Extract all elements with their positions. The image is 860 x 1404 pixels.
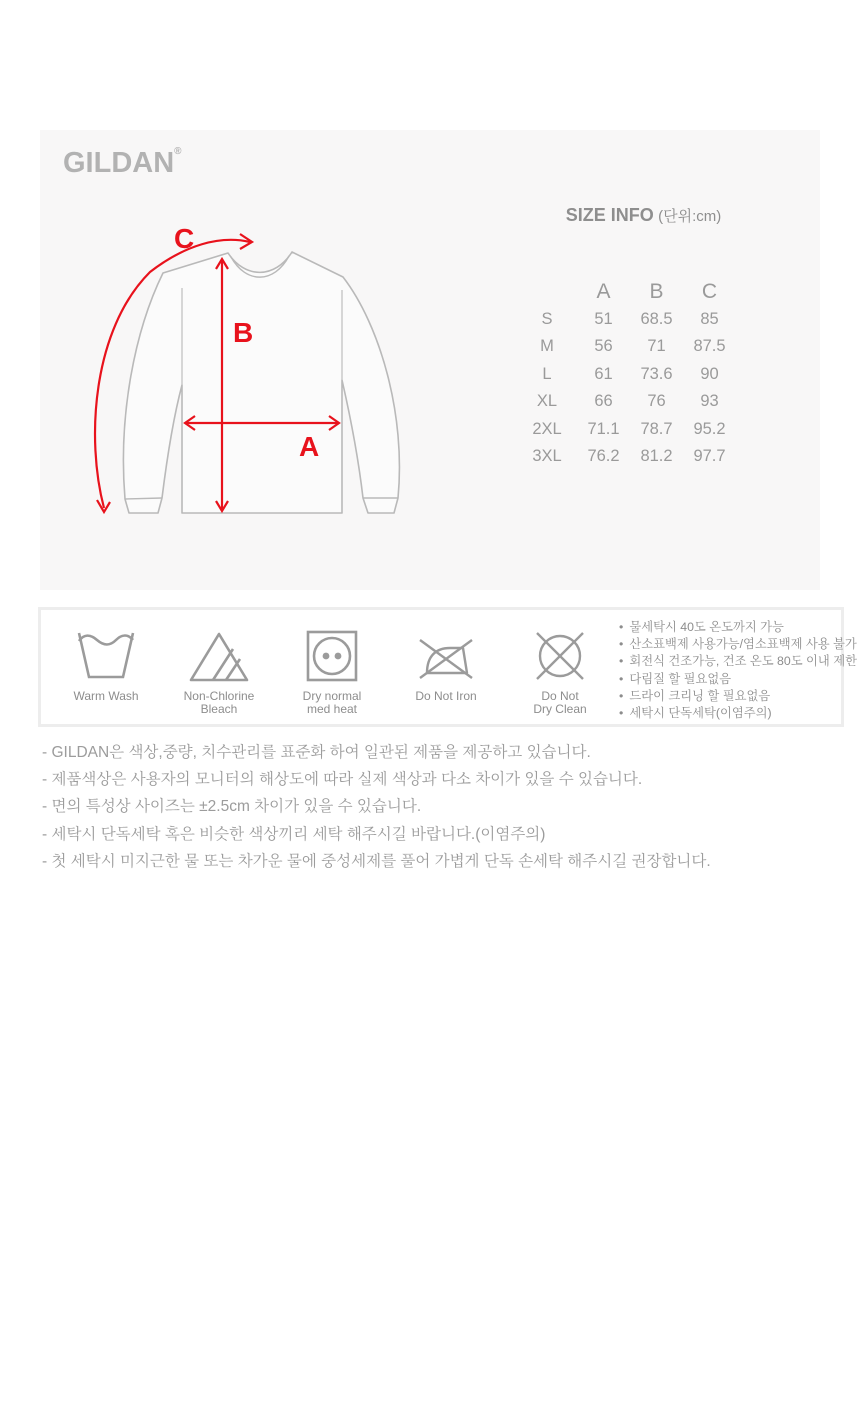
care-symbol-do-not-dry-clean [501,622,619,716]
diagram-label-a: A [299,431,320,462]
left-cuff-line [125,498,162,499]
product-note-line: - 면의 특성상 사이즈는 ±2.5cm 차이가 있을 수 있습니다. [42,798,422,816]
size-cell-a: 71.1 [587,419,620,438]
product-notes [42,739,711,875]
size-cell-a: 66 [594,392,613,411]
do-not-dry-clean-icon [501,622,619,684]
product-note-line: - 첫 세탁시 미지근한 물 또는 차가운 물에 중성세제를 풀어 가볍게 단독 손세탁 해주시길 권장합니다. [42,852,711,870]
size-cell-c: 87.5 [693,337,726,356]
sweatshirt-outline [123,252,399,513]
care-symbol-label: Bleach [200,702,238,716]
size-cell-b: 71 [647,337,666,356]
size-cell-c: 85 [700,309,719,328]
size-cell-b: 81.2 [640,447,673,466]
care-instruction-item: • 세탁시 단독세탁(이염주의) [619,705,841,722]
care-symbol-label: med heat [306,702,358,716]
product-note-line: - 제품색상은 사용자의 모니터의 해상도에 따라 실제 색상과 다소 차이가 있을 수 있습니다. [42,771,643,789]
size-cell-c: 95.2 [693,419,726,438]
brand-logo [63,146,182,180]
size-cell-c: 90 [700,364,719,383]
size-cell-a: 51 [594,309,613,328]
size-row-label: 2XL [532,419,562,438]
size-row-label: M [540,337,554,356]
size-cell-a: 61 [594,364,613,383]
size-cell-a: 76.2 [587,447,620,466]
size-row-label: S [541,309,553,328]
size-row-label: L [542,364,552,383]
care-instruction-item: • 다림질 할 필요없음 [619,671,841,688]
diagram-label-b: B [233,317,254,348]
registered-trademark-symbol: ® [174,146,182,157]
care-symbol-warm-wash [47,622,165,703]
diagram-label-c: C [174,223,195,254]
non-chlorine-bleach-icon [160,622,278,684]
sweatshirt-measurement-diagram [50,215,480,545]
care-instruction-item: • 회전식 건조가능, 건조 온도 80도 이내 제한 [619,653,841,670]
column-header-b: B [649,279,664,303]
size-cell-b: 78.7 [640,419,673,438]
product-note-line: - 세탁시 단독세탁 혹은 비슷한 색상끼리 세탁 해주시길 바랍니다.(이염주의) [42,825,546,843]
care-symbol-non-chlorine-bleach [160,622,278,716]
size-chart-table [517,278,736,471]
care-instruction-item: • 산소표백제 사용가능/염소표백제 사용 불가 [619,636,841,653]
do-not-iron-icon [387,622,505,684]
brand-logo-text: GILDAN [63,147,175,179]
care-symbol-do-not-iron [387,622,505,703]
tumble-dry-med-heat-icon [273,622,391,684]
care-instructions-strip [38,607,857,727]
column-header-c: C [701,279,718,303]
warm-wash-icon [47,622,165,684]
care-symbol-label: Non-Chlorine [183,689,255,703]
care-instruction-item: • 드라이 크리닝 할 필요없음 [619,688,841,705]
care-instruction-list [619,619,857,722]
size-cell-c: 97.7 [693,447,726,466]
size-cell-c: 93 [700,392,719,411]
size-info-title [517,205,770,226]
size-row-label: XL [536,392,558,411]
size-cell-b: 73.6 [640,364,673,383]
size-cell-a: 56 [594,337,613,356]
size-info-unit-label: (단위:cm) [658,208,722,225]
care-symbol-label: Warm Wash [73,689,139,703]
product-note-line: - GILDAN은 색상,중량, 치수관리를 표준화 하여 일관된 제품을 제공하고 있습니다. [42,744,591,761]
care-symbol-tumble-dry [273,622,391,716]
care-symbol-label: Do Not Iron [415,689,477,703]
care-symbol-label: Dry Clean [533,702,587,716]
size-chart-corner [517,278,577,305]
column-header-a: A [596,279,611,303]
care-instruction-item: • 물세탁시 40도 온도까지 가능 [619,619,841,636]
care-symbol-label: Do Not [541,689,579,703]
size-cell-b: 76 [647,392,666,411]
size-info-panel [40,130,820,590]
size-row-label: 3XL [532,447,562,466]
size-info-title-text: SIZE INFO [565,205,654,225]
care-symbol-label: Dry normal [302,689,362,703]
size-cell-b: 68.5 [640,309,673,328]
